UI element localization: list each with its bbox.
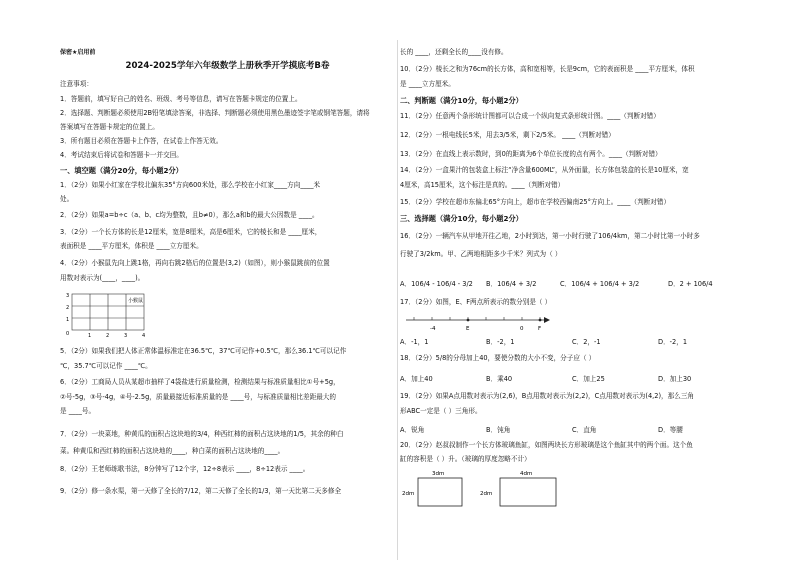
notice-2: 2．选择题、判断题必须使用2B铅笔填涂答案，非选择、判断题必须使用黑色墨迹签字笔或钢笔答题，请将 bbox=[60, 109, 370, 117]
question-17: 17．（2分）如图，E、F两点所表示的数分别是（ ） bbox=[400, 298, 552, 306]
section-fill: 一、填空题（满分20分，每小题2分） bbox=[60, 166, 183, 175]
option-18d: D．加上30 bbox=[658, 375, 692, 383]
question-1b: 处。 bbox=[60, 195, 74, 203]
question-5: 5．（2分）如果我们把人体正常体温标准定在36.5℃，37℃可记作+0.5℃，那么36.1℃可以记作 bbox=[60, 347, 347, 355]
question-15: 15．（2分）学校在超市东偏北65°方向上，超市在学校西偏南25°方向上。____（判断对错） bbox=[400, 198, 671, 206]
question-3: 3．（2分）一个长方体的长是12厘米，宽是8厘米，高是6厘米，它的棱长和是 ____厘米， bbox=[60, 228, 322, 236]
option-19d: D．等腰 bbox=[658, 426, 683, 434]
question-14b: 4厘米，高15厘米，这个标注是真的。____（判断对错） bbox=[400, 181, 565, 189]
grid-y-label: 3 bbox=[66, 293, 70, 299]
question-14: 14．（2分）一盒果汁的包装盒上标注“净含量600ML”，从外面量，长方体包装盒的长是10厘米，宽 bbox=[400, 166, 689, 174]
grid-x-label: 1 bbox=[88, 333, 92, 339]
question-13: 13．（2分）在直线上表示数时，到0的距离为6个单位长度的点有两个。____（判断对错） bbox=[400, 150, 662, 158]
panel2-height-label: 2dm bbox=[480, 491, 493, 497]
numline-label: -4 bbox=[430, 326, 436, 332]
grid-y-label: 1 bbox=[66, 317, 70, 323]
question-19b: 形ABC一定是（ ）三角形。 bbox=[400, 407, 482, 415]
question-9: 9．（2分）修一条水渠，第一天修了全长的7/12，第二天修了全长的1/3，第一天比第二天多修全 bbox=[60, 487, 342, 495]
question-3b: 表面积是 ____平方厘米，体积是 ____立方厘米。 bbox=[60, 242, 203, 250]
notice-head: 注意事项： bbox=[60, 80, 93, 88]
glass-panel-2 bbox=[500, 478, 556, 506]
option-16b: B．106/4 + 3/2 bbox=[486, 280, 537, 288]
notice-3: 3．所有题目必须在答题卡上作答，在试卷上作答无效。 bbox=[60, 137, 223, 145]
option-16d: D．2 + 106/4 bbox=[668, 280, 713, 288]
grid-y-label: 2 bbox=[66, 305, 70, 311]
question-4: 4．（2分）小猴鼠先向上跳1格，再向右跳2格后的位置是(3,2)（如图），则小猴鼠跳前的位置 bbox=[60, 259, 330, 267]
question-9b: 长的 ____，还剩全长的____没有修。 bbox=[400, 48, 508, 56]
question-6c: 是 ____号。 bbox=[60, 407, 96, 415]
grid-x-label: 2 bbox=[106, 333, 110, 339]
question-18: 18．（2分）5/8的分母加上40，要使分数的大小不变，分子应（ ） bbox=[400, 354, 596, 362]
numline-label: 0 bbox=[520, 326, 524, 332]
option-19c: C．直角 bbox=[572, 426, 597, 434]
grid-x-label: 4 bbox=[142, 333, 146, 339]
question-6b: ②号-5g，③号-4g，④号-2.5g，质量最接近标准质量的是 ____号，与标准质量相比差距最大的 bbox=[60, 393, 336, 401]
numline-label: E bbox=[466, 326, 470, 332]
notice-1: 1．答题前，填写好自己的姓名、班级、考号等信息，请写在答题卡规定的位置上。 bbox=[60, 95, 302, 103]
question-16b: 行驶了3/2km。甲、乙两地相距多少千米？列式为（ ） bbox=[400, 250, 562, 258]
secret-mark: 保密★启用前 bbox=[60, 49, 96, 56]
question-11: 11．（2分）任意两个条形统计图都可以合成一个纵向复式条形统计图。____（判断对错） bbox=[400, 112, 660, 120]
question-20b: 缸的容积是（ ）升。（玻璃的厚度忽略不计） bbox=[400, 455, 531, 463]
option-17a: A．-1，1 bbox=[400, 338, 429, 346]
glass-panel-1 bbox=[418, 478, 462, 506]
option-17c: C．2，-1 bbox=[572, 338, 601, 346]
question-12: 12．（2分）一根电线长5米，用去3/5米，剩下2/5米。 ____（判断对错） bbox=[400, 131, 615, 139]
question-10b: 是 ____立方厘米。 bbox=[400, 80, 455, 88]
panel2-width-label: 4dm bbox=[520, 471, 533, 477]
numline-label: F bbox=[538, 326, 542, 332]
question-5b: ℃，35.7℃可以记作 ____℃。 bbox=[60, 362, 152, 370]
question-16: 16．（2分）一辆汽车从甲地开往乙地，2小时到达，第一小时行驶了106/4km，第二小时比第一小时多 bbox=[400, 232, 700, 240]
column-divider bbox=[397, 40, 398, 560]
left-column bbox=[60, 0, 395, 562]
section-judge: 二、判断题（满分10分，每小题2分） bbox=[400, 96, 523, 105]
option-17d: D．-2，1 bbox=[658, 338, 688, 346]
question-10: 10．（2分）棱长之和为76cm的长方体，高和宽相等，长是9cm，它的表面积是 ____平方厘米，体积 bbox=[400, 65, 695, 73]
option-17b: B．-2，1 bbox=[486, 338, 515, 346]
question-19: 19．（2分）如果A点用数对表示为(2,6)，B点用数对表示为(2,2)，C点用数对表示为(4,2)，那么三角 bbox=[400, 392, 695, 400]
grid-y-label: 0 bbox=[66, 331, 70, 337]
question-7: 7．（2分）一块菜地，种黄瓜的面积占这块地的3/4，种西红柿的面积占这块地的1/5，其余的种白 bbox=[60, 430, 344, 438]
question-7b: 菜。种黄瓜和西红柿的面积占这块地的____，种白菜的面积占这块地的____。 bbox=[60, 447, 285, 455]
notice-4: 4．考试结束后将试卷和答题卡一并交回。 bbox=[60, 151, 183, 159]
question-20: 20．（2分）赵叔叔制作一个长方体玻璃鱼缸，如图两块长方形玻璃是这个鱼缸其中的两个面。这个鱼 bbox=[400, 441, 693, 449]
option-18c: C．加上25 bbox=[572, 375, 605, 383]
glass-panels bbox=[400, 468, 560, 510]
option-18a: A．加上40 bbox=[400, 375, 433, 383]
question-8: 8．（2分）王老师练歌书法，8分钟写了12个字，12÷8表示 ____，8÷12表示 ____。 bbox=[60, 465, 310, 473]
coordinate-grid bbox=[64, 292, 184, 342]
panel1-width-label: 3dm bbox=[432, 471, 445, 477]
panel1-height-label: 2dm bbox=[402, 491, 415, 497]
question-4b: 用数对表示为(____，____)。 bbox=[60, 274, 145, 282]
option-19b: B．钝角 bbox=[486, 426, 511, 434]
question-2: 2．（2分）如果a=b÷c（a、b、c均为整数，且b≠0），那么a和b的最大公因数是 ____。 bbox=[60, 211, 319, 219]
question-6: 6．（2分）工商局人员从某超市抽样了4袋盐进行质量检测，检测结果与标准质量相比①号+5g， bbox=[60, 378, 340, 386]
question-1: 1．（2分）如果小红家在学校北偏东35°方向600米处，那么学校在小红家____方向____米 bbox=[60, 181, 321, 189]
grid-x-label: 3 bbox=[124, 333, 128, 339]
page-title: 2024-2025学年六年级数学上册秋季开学摸底考B卷 bbox=[125, 61, 330, 71]
number-line bbox=[404, 312, 554, 334]
option-18b: B．乘40 bbox=[486, 375, 513, 383]
notice-2b: 答案填写在答题卡规定的位置上。 bbox=[60, 123, 159, 131]
right-column bbox=[400, 0, 740, 562]
section-choice: 三、选择题（满分10分，每小题2分） bbox=[400, 214, 523, 223]
option-16a: A．106/4 - 106/4 - 3/2 bbox=[400, 280, 473, 288]
grid-mouse-label: 小猴鼠 bbox=[128, 298, 144, 304]
option-19a: A．锐角 bbox=[400, 426, 425, 434]
option-16c: C．106/4 + 106/4 + 3/2 bbox=[560, 280, 640, 288]
